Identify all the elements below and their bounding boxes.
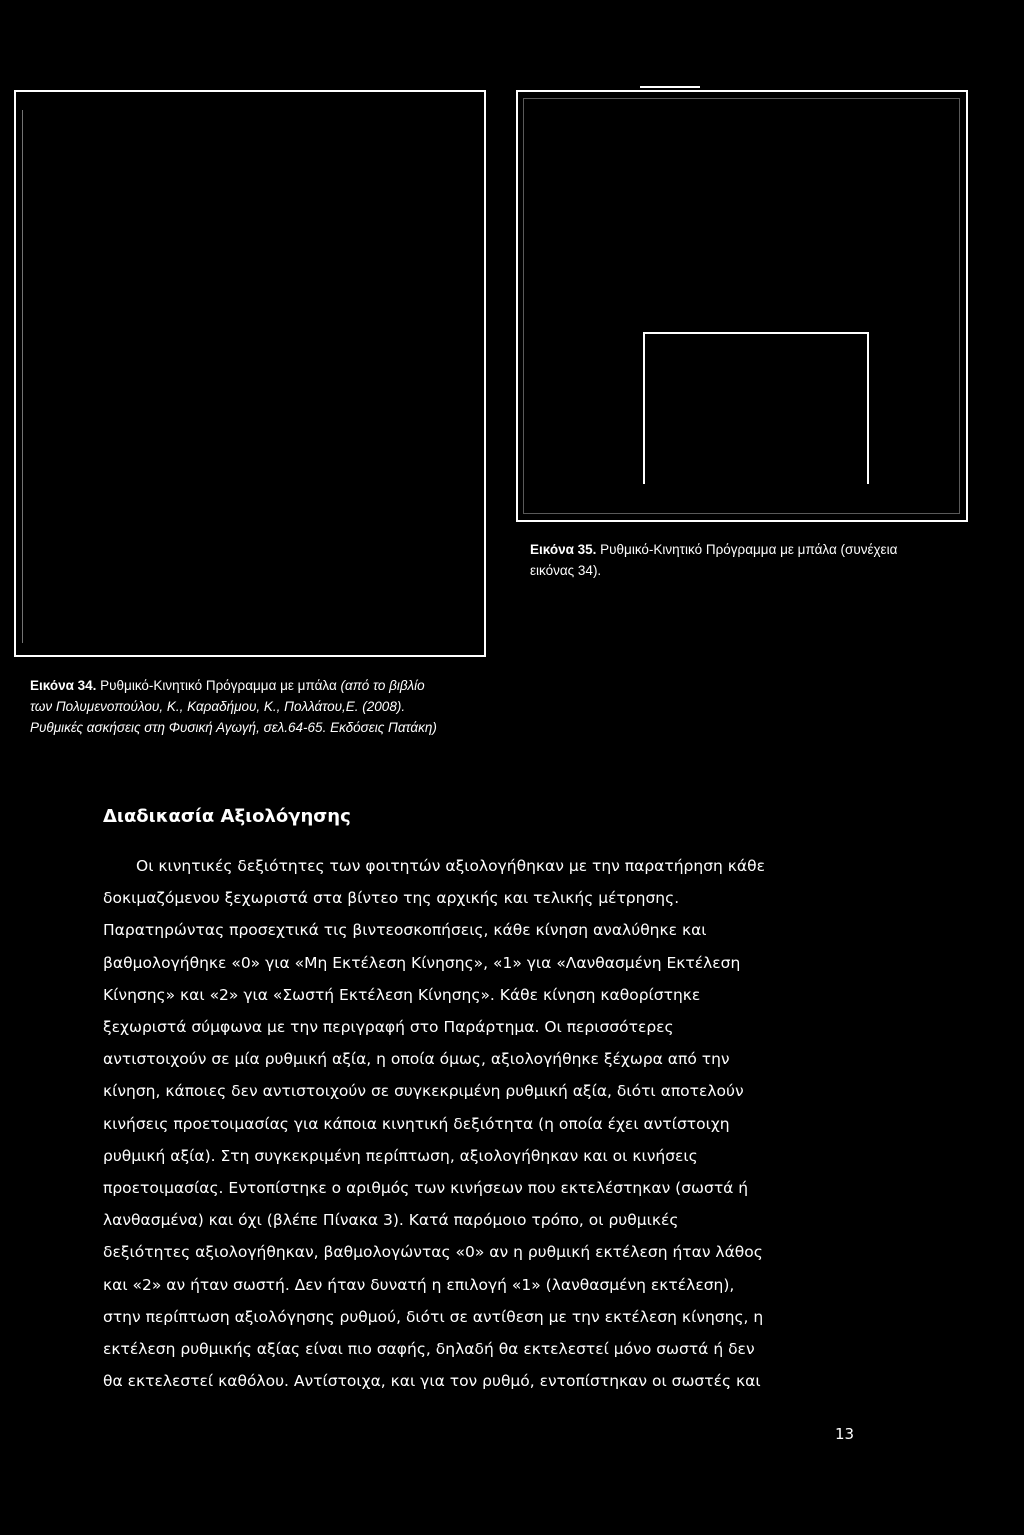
figure-34-caption-source-2: των Πολυμενοπούλου, Κ., Καραδήμου, Κ., Πολλάτου,Ε. (2008). — [30, 699, 406, 714]
figure-34-caption-source-3: Ρυθμικές ασκήσεις στη Φυσική Αγωγή, σελ.64-65. Εκδόσεις Πατάκη) — [30, 720, 437, 735]
paragraph-line: ρυθμική αξία). Στη συγκεκριμένη περίπτωση, αξιολογήθηκαν και οι κινήσεις — [103, 1146, 698, 1165]
paragraph-line: στην περίπτωση αξιολόγησης ρυθμού, διότι σε αντίθεση με την εκτέλεση κίνησης, η — [103, 1307, 764, 1326]
page-number: 13 — [835, 1425, 855, 1443]
paragraph-line: και «2» αν ήταν σωστή. Δεν ήταν δυνατή η επιλογή «1» (λανθασμένη εκτέλεση), — [103, 1275, 735, 1294]
body-paragraph — [103, 850, 863, 1397]
paragraph-line: ξεχωριστά σύμφωνα με την περιγραφή στο Παράρτημα. Οι περισσότερες — [103, 1018, 674, 1037]
figure-34-caption-text: Ρυθμικό-Κινητικό Πρόγραμμα με μπάλα — [96, 678, 341, 693]
figure-34-caption-label: Εικόνα 34. — [30, 678, 97, 693]
figure-35-caption — [530, 539, 950, 581]
paragraph-line: δοκιμαζόμενου ξεχωριστά στα βίντεο της αρχικής και τελικής μέτρησης. — [103, 889, 680, 908]
figure-35-inner-shape — [643, 332, 869, 484]
figure-35-caption-text-2: εικόνας 34). — [530, 563, 602, 578]
paragraph-line: αντιστοιχούν σε μία ρυθμική αξία, η οποία όμως, αξιολογήθηκε ξέχωρα από την — [103, 1050, 730, 1069]
paragraph-line: Παρατηρώντας προσεχτικά τις βιντεοσκοπήσεις, κάθε κίνηση αναλύθηκε και — [103, 921, 707, 940]
figure-34-image — [14, 90, 486, 657]
figure-34-caption-source: (από το βιβλίο — [340, 678, 425, 693]
paragraph-line: βαθμολογήθηκε «0» για «Μη Εκτέλεση Κίνησης», «1» για «Λανθασμένη Εκτέλεση — [103, 953, 741, 972]
figure-35-image — [516, 90, 968, 522]
paragraph-line: λανθασμένα) και όχι (βλέπε Πίνακα 3). Κατά παρόμοιο τρόπο, οι ρυθμικές — [103, 1211, 679, 1230]
figure-35-caption-text: Ρυθμικό-Κινητικό Πρόγραμμα με μπάλα (συνέχεια — [596, 542, 898, 557]
paragraph-line: εκτέλεση ρυθμικής αξίας είναι πιο σαφής, δηλαδή θα εκτελεστεί μόνο σωστά ή δεν — [103, 1340, 755, 1359]
paragraph-line: κινήσεις προετοιμασίας για κάποια κινητική δεξιότητα (η οποία έχει αντίστοιχη — [103, 1114, 730, 1133]
paragraph-line: δεξιότητες αξιολογήθηκαν, βαθμολογώντας «0» αν η ρυθμική εκτέλεση ήταν λάθος — [103, 1243, 763, 1262]
paragraph-line: θα εκτελεστεί καθόλου. Αντίστοιχα, και για τον ρυθμό, εντοπίστηκαν οι σωστές και — [103, 1372, 761, 1391]
figure-34-caption — [30, 675, 500, 738]
section-heading: Διαδικασία Αξιολόγησης — [103, 806, 351, 827]
paragraph-line: Κίνησης» και «2» για «Σωστή Εκτέλεση Κίνησης». Κάθε κίνηση καθορίστηκε — [103, 985, 701, 1004]
figure-35-caption-label: Εικόνα 35. — [530, 542, 597, 557]
paragraph-line: κίνηση, κάποιες δεν αντιστοιχούν σε συγκεκριμένη ρυθμική αξία, διότι αποτελούν — [103, 1082, 744, 1101]
paragraph-line: προετοιμασίας. Εντοπίστηκε ο αριθμός των κινήσεων που εκτελέστηκαν (σωστά ή — [103, 1179, 749, 1198]
scan-mark — [640, 86, 700, 88]
paragraph-line: Οι κινητικές δεξιότητες των φοιτητών αξιολογήθηκαν με την παρατήρηση κάθε — [136, 857, 765, 875]
